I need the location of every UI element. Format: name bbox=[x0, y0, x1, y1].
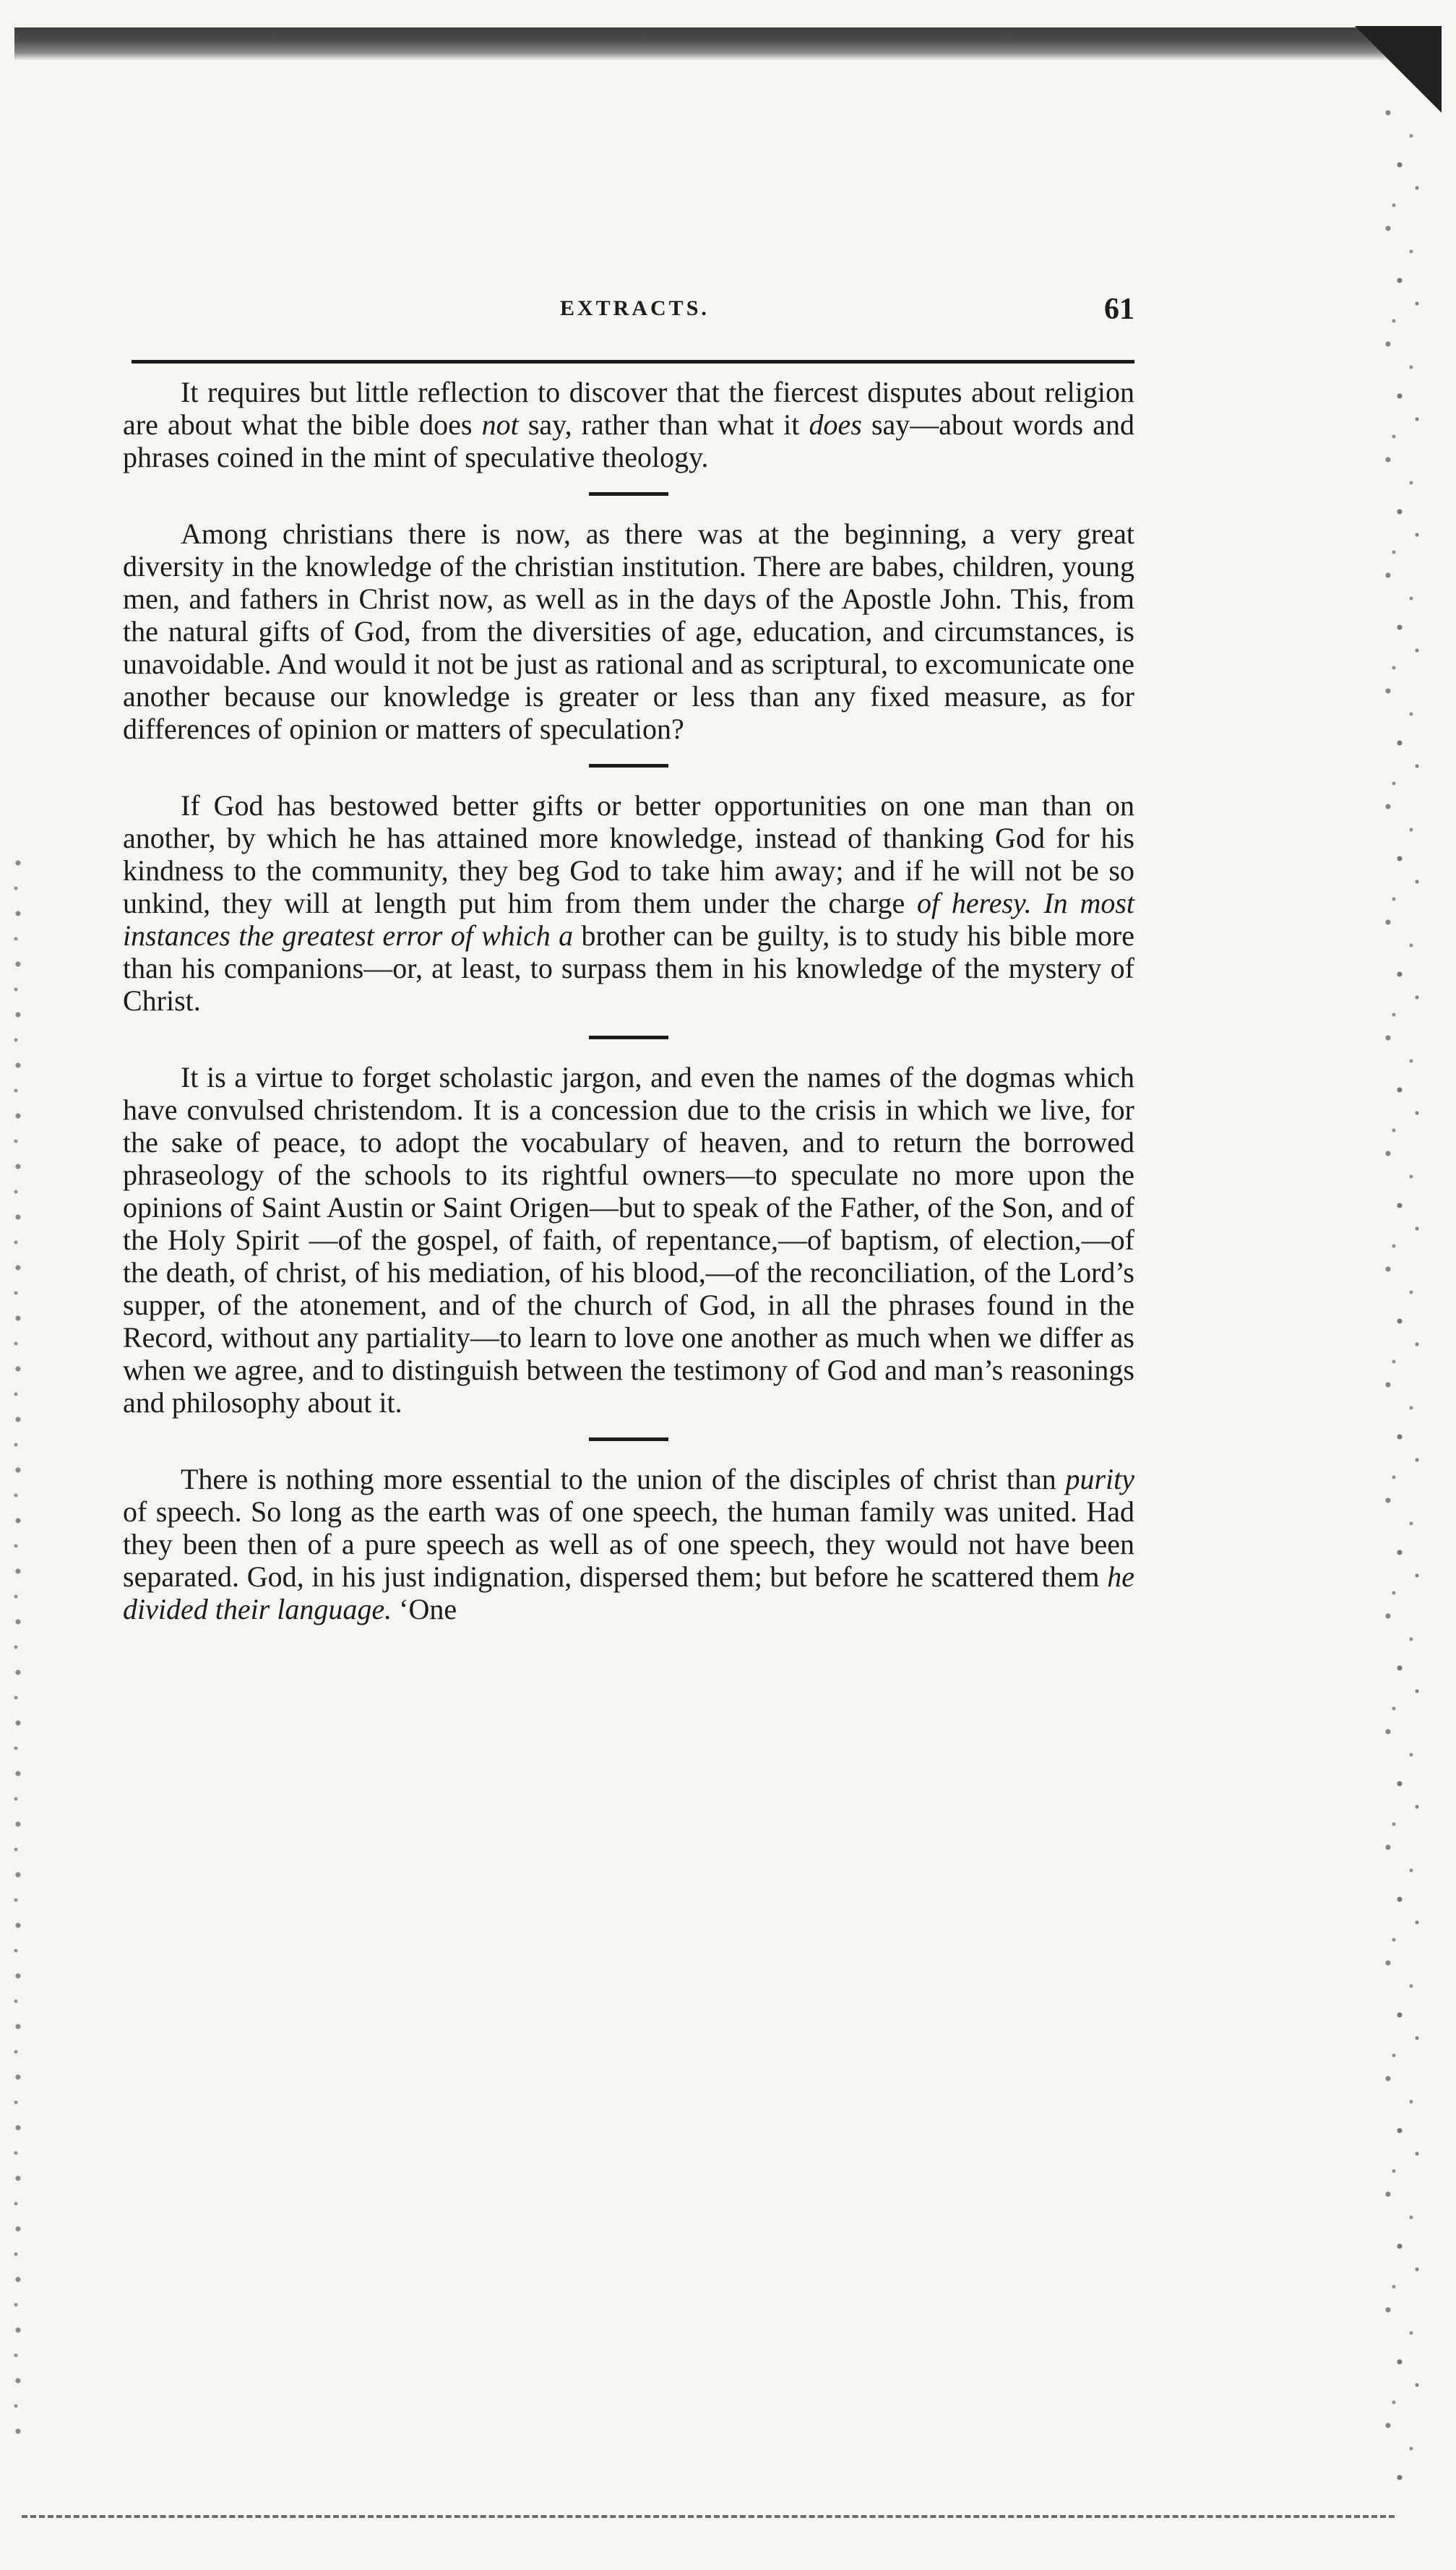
paragraph-text: brother can be guilty, is to study his bible more than his companions—or, at least, to surpass them in his knowledge of the mystery of Christ. bbox=[123, 919, 1134, 1017]
paragraph bbox=[123, 1061, 1134, 1419]
paragraph-text: It requires but little reflection to discover that the fiercest disputes about religion are about what the bible does bbox=[123, 376, 1134, 441]
paragraph-text: say—about words and phrases coined in the mint of speculative theology. bbox=[123, 408, 1134, 473]
running-title: EXTRACTS. bbox=[560, 296, 710, 320]
italic-text: of heresy. In most instances the greatest error of which a bbox=[123, 887, 1135, 952]
paragraph-text: There is nothing more essential to the union of the disciples of christ than bbox=[181, 1463, 1066, 1495]
paragraph-text: ‘One bbox=[392, 1593, 457, 1625]
italic-text: purity bbox=[1065, 1463, 1134, 1495]
paragraph-text: If God has bestowed better gifts or better opportunities on one man than on another, by which he has attained more knowledge, instead of thanking God for his kindness to the community, they beg God to take him away; and if he will not be so unkind, they will at length put him from them under the charge bbox=[123, 789, 1134, 919]
page-number: 61 bbox=[1104, 293, 1134, 326]
extracts-body bbox=[123, 376, 1134, 1625]
paragraph-text: It is a virtue to forget scholastic jargon, and even the names of the dogmas which have convulsed christendom. It is a concession due to the crisis in which we live, for the sake of peace, to adopt the vocabulary of heaven, and to return the borrowed phraseology of the schools to its rightful owners—to speculate no more upon the opinions of Saint Austin or Saint Origen—but to speak of the Father, of the Son, and of the Holy Spirit —of the gospel, of faith, of repentance,—of baptism, of election,—of the death, of christ, of his mediation, of his blood,—of the reconciliation, of the Lord’s supper, of the atonement, and of the church of God, in all the phrases found in the Record, without any partiality—to learn to love one another as much when we differ as when we agree, and to distinguish between the testimony of God and man’s reasonings and philosophy about it. bbox=[123, 1061, 1134, 1419]
section-separator bbox=[589, 1437, 668, 1441]
italic-text: he divided their language. bbox=[123, 1560, 1134, 1625]
paragraph bbox=[123, 1463, 1134, 1625]
scan-edge-right bbox=[1377, 101, 1434, 2486]
scan-edge-top bbox=[14, 27, 1431, 61]
paragraph bbox=[123, 517, 1134, 745]
section-separator bbox=[589, 1036, 668, 1039]
paragraph bbox=[123, 789, 1134, 1017]
section-separator bbox=[589, 764, 668, 768]
scan-edge-bottom bbox=[22, 2515, 1395, 2521]
scan-edge-left bbox=[7, 853, 29, 2443]
book-page bbox=[123, 289, 1134, 1625]
header-rule bbox=[132, 360, 1134, 364]
paragraph-text: Among christians there is now, as there was at the beginning, a very great diversity in the knowledge of the christian institution. There are babes, children, young men, and fathers in Christ now, as well as in the days of the Apostle John. This, from the natural gifts of God, from the diversities of age, education, and circumstances, is unavoidable. And would it not be just as rational and as scriptural, to excomunicate one another because our knowledge is greater or less than any fixed measure, as for differences of opinion or matters of speculation? bbox=[123, 517, 1134, 745]
running-head bbox=[123, 289, 1134, 376]
section-separator bbox=[589, 492, 668, 496]
scan-corner-shadow bbox=[1355, 26, 1442, 113]
paragraph bbox=[123, 376, 1134, 473]
paragraph-text: of speech. So long as the earth was of one speech, the human family was united. Had they been then of a pure speech as well as of one speech, they would not have been separated. God, in his just indignation, dispersed them; but before he scattered them bbox=[123, 1495, 1134, 1593]
italic-text: not bbox=[481, 408, 519, 441]
italic-text: does bbox=[809, 408, 862, 441]
paragraph-text: say, rather than what it bbox=[518, 408, 809, 441]
